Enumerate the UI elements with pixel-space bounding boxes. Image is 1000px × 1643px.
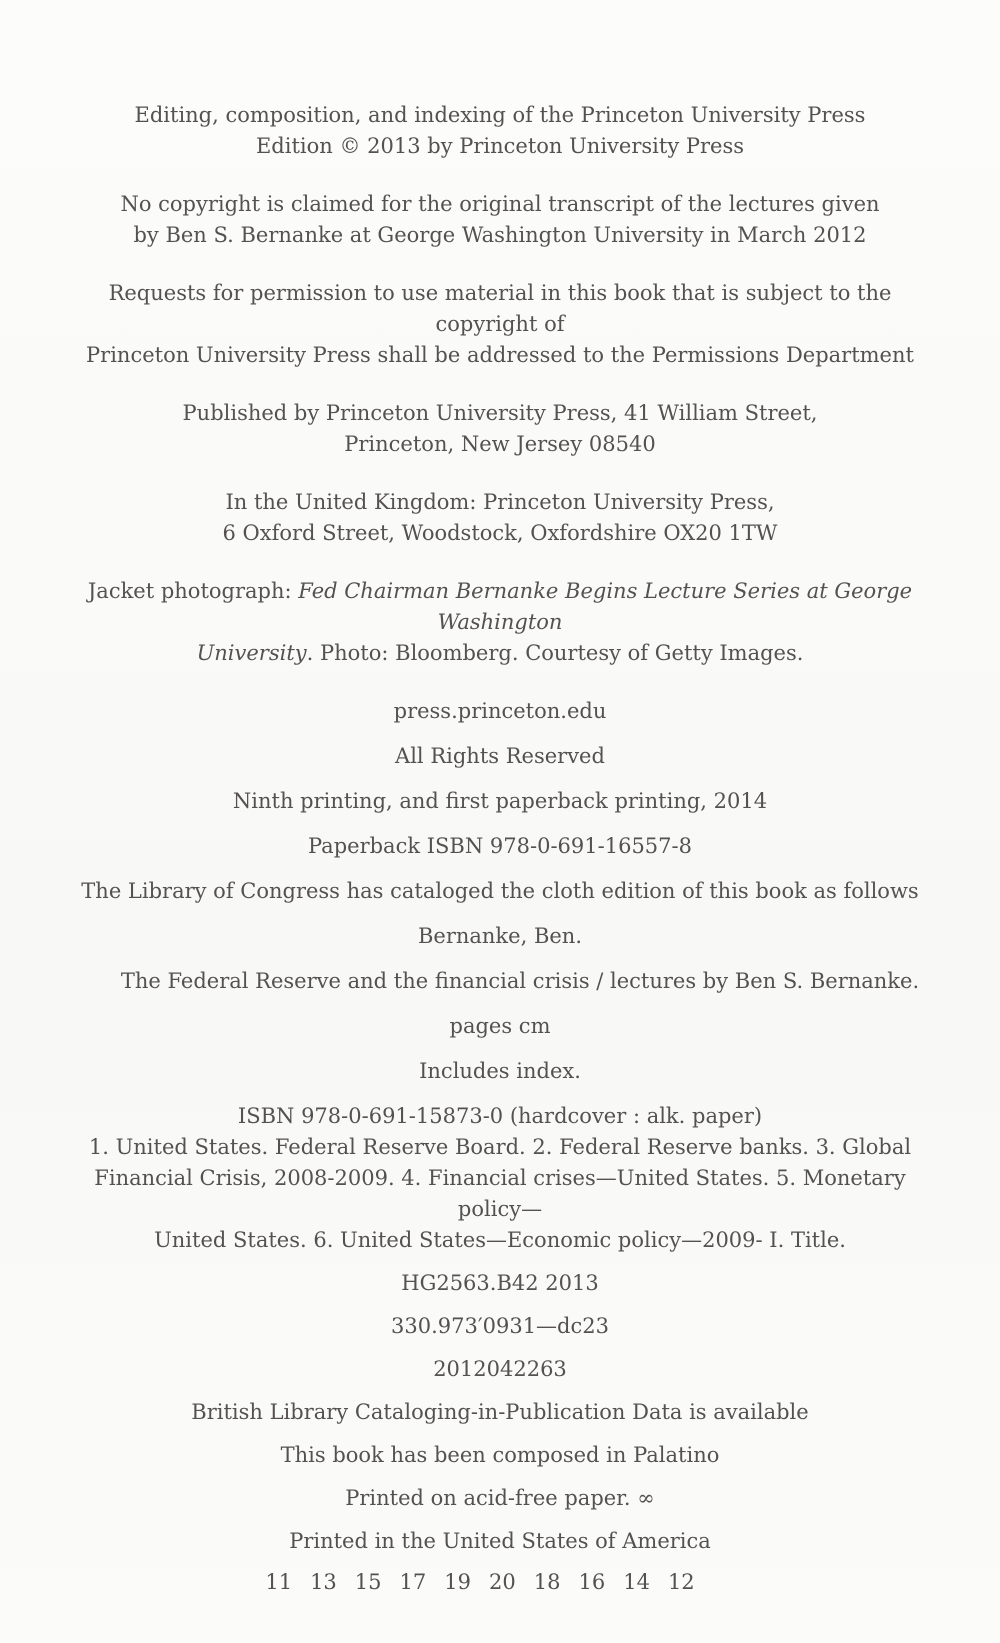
editing-copyright — [60, 100, 940, 162]
jacket-photo-title-1: Fed Chairman Bernanke Begins Lecture Series at George Washington — [298, 579, 913, 634]
editing-line-1: Editing, composition, and indexing of the Princeton University Press — [134, 103, 866, 127]
editing-line-2: Edition © 2013 by Princeton University Press — [255, 134, 745, 158]
no-copyright-line-2: by Ben S. Bernanke at George Washington University in March 2012 — [133, 223, 867, 247]
cip-subjects-line-1: 1. United States. Federal Reserve Board. 2. Federal Reserve banks. 3. Global — [88, 1135, 912, 1159]
cip-pages: pages cm — [449, 1014, 551, 1038]
cip-author: Bernanke, Ben. — [417, 924, 583, 948]
paperback-isbn: Paperback ISBN 978-0-691-16557-8 — [308, 834, 692, 858]
lc-classification: HG2563.B42 2013 — [401, 1271, 599, 1295]
permissions-request — [60, 278, 940, 371]
website: press.princeton.edu — [393, 699, 607, 723]
typeface-note: This book has been composed in Palatino — [280, 1443, 720, 1467]
uk-address — [60, 487, 940, 549]
printing-number: 16 — [578, 1570, 606, 1594]
printing-number: 17 — [399, 1570, 427, 1594]
requests-line-2: Princeton University Press shall be addressed to the Permissions Department — [86, 343, 914, 367]
british-library-note: British Library Cataloging-in-Publication Data is available — [191, 1400, 809, 1424]
jacket-prefix: Jacket photograph: — [87, 579, 299, 603]
lccn: 2012042263 — [433, 1357, 567, 1381]
cip-index: Includes index. — [419, 1059, 581, 1083]
jacket-suffix: . Photo: Bloomberg. Courtesy of Getty Images. — [306, 641, 804, 665]
printing-number: 11 — [265, 1570, 293, 1594]
cip-isbn: ISBN 978-0-691-15873-0 (hardcover : alk. paper) — [237, 1104, 763, 1128]
no-copyright-line-1: No copyright is claimed for the original transcript of the lectures given — [120, 192, 880, 216]
uk-line-1: In the United Kingdom: Princeton University Press, — [225, 490, 775, 514]
printing-number: 14 — [623, 1570, 650, 1594]
cip-isbn-and-subjects — [60, 1101, 940, 1256]
jacket-credit — [60, 576, 940, 669]
printing-number: 12 — [667, 1570, 695, 1594]
published-line-1: Published by Princeton University Press, 41 William Street, — [182, 401, 818, 425]
no-copyright-claim — [60, 189, 940, 251]
printing-number: 15 — [354, 1570, 382, 1594]
publisher-address — [60, 398, 940, 460]
loc-intro: The Library of Congress has cataloged the cloth edition of this book as follows — [81, 879, 919, 903]
jacket-photo-title-2: University — [196, 641, 307, 665]
printing-number: 19 — [444, 1570, 471, 1594]
requests-line-1: Requests for permission to use material in this book that is subject to the copyright of — [108, 281, 892, 336]
dewey-classification: 330.973′0931—dc23 — [391, 1314, 609, 1338]
country-note: Printed in the United States of America — [289, 1529, 711, 1553]
paper-note: Printed on acid-free paper. ∞ — [345, 1486, 655, 1510]
published-line-2: Princeton, New Jersey 08540 — [344, 432, 656, 456]
cip-subjects-line-2: Financial Crisis, 2008-2009. 4. Financial crises—United States. 5. Monetary policy— — [94, 1166, 906, 1221]
printing-number: 18 — [533, 1570, 561, 1594]
cip-subjects-line-3: United States. 6. United States—Economic policy—2009- I. Title. — [154, 1228, 846, 1252]
printing-number: 13 — [310, 1570, 337, 1594]
copyright-text-block — [60, 100, 940, 1598]
cip-title: The Federal Reserve and the financial crisis / lectures by Ben S. Bernanke. — [120, 969, 920, 993]
uk-line-2: 6 Oxford Street, Woodstock, Oxfordshire OX20 1TW — [222, 521, 778, 545]
printing-edition: Ninth printing, and first paperback printing, 2014 — [232, 789, 768, 813]
printing-number-line — [60, 1567, 940, 1598]
rights-reserved: All Rights Reserved — [395, 744, 605, 768]
printing-number: 20 — [489, 1570, 516, 1594]
